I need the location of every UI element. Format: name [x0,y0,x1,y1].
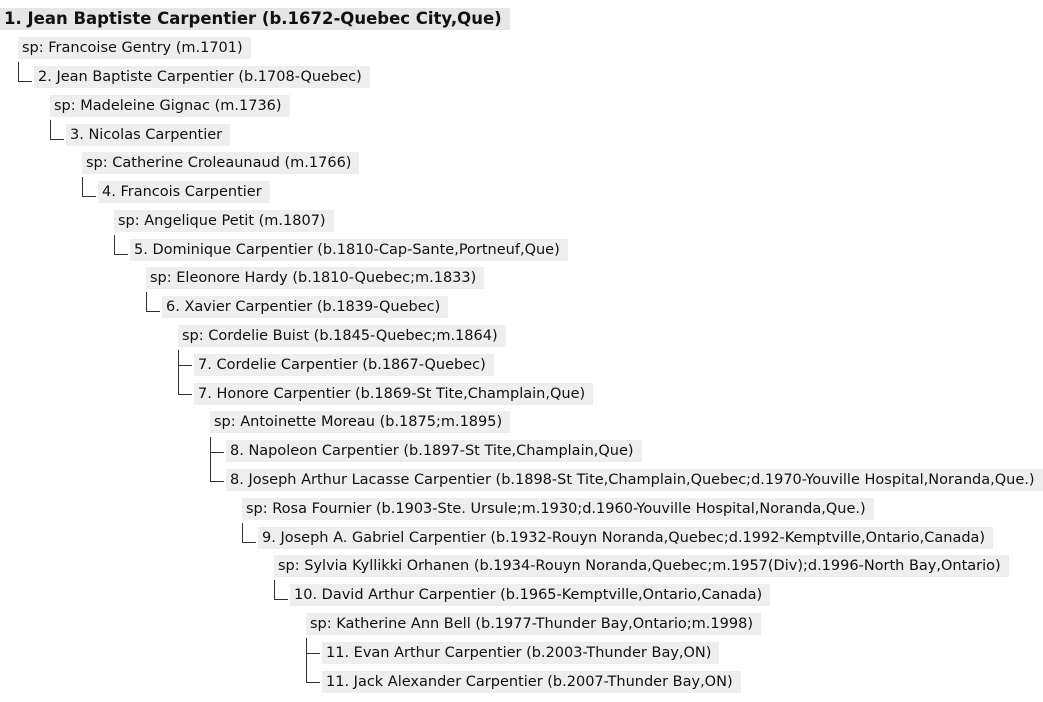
tree-connector [18,62,19,81]
spouse-entry: sp: Rosa Fournier (b.1903-Ste. Ursule;m.1930;d.1960-Youville Hospital,Noranda,Que.) [242,498,874,520]
spouse-entry: sp: Eleonore Hardy (b.1810-Quebec;m.1833) [146,267,484,289]
spouse-entry: sp: Madeleine Gignac (m.1736) [50,95,290,117]
tree-connector [242,542,256,543]
descendant-entry: 10. David Arthur Carpentier (b.1965-Kemptville,Ontario,Canada) [290,584,770,606]
descendant-entry: 2. Jean Baptiste Carpentier (b.1708-Quebec) [34,66,370,88]
tree-connector [210,437,211,481]
tree-connector [178,365,192,366]
tree-connector [210,481,224,482]
spouse-entry: sp: Cordelie Buist (b.1845-Quebec;m.1864) [178,325,506,347]
spouse-entry: sp: Sylvia Kyllikki Orhanen (b.1934-Rouyn Noranda,Quebec;m.1957(Div);d.1996-North Bay,Ontario) [274,555,1009,577]
spouse-entry: sp: Catherine Croleaunaud (m.1766) [82,152,359,174]
spouse-entry: sp: Angelique Petit (m.1807) [114,210,334,232]
descendant-entry: 8. Joseph Arthur Lacasse Carpentier (b.1898-St Tite,Champlain,Quebec;d.1970-Youville Hospital,Noranda,Que.) [226,469,1043,491]
tree-connector [306,682,320,683]
tree-connector [82,196,96,197]
descendant-entry: 11. Evan Arthur Carpentier (b.2003-Thunder Bay,ON) [322,642,719,664]
tree-connector [146,311,160,312]
tree-connector [114,254,128,255]
tree-connector [114,235,115,254]
descendant-entry: 3. Nicolas Carpentier [66,124,230,146]
tree-connector [306,653,320,654]
descendant-entry: 11. Jack Alexander Carpentier (b.2007-Thunder Bay,ON) [322,671,741,693]
tree-connector [18,81,32,82]
tree-connector [274,599,288,600]
tree-connector [146,292,147,311]
root-person: 1. Jean Baptiste Carpentier (b.1672-Quebec City,Que) [0,8,510,30]
tree-connector [178,350,179,394]
tree-connector [274,580,275,599]
tree-connector [242,523,243,542]
descendant-entry: 7. Honore Carpentier (b.1869-St Tite,Champlain,Que) [194,383,593,405]
spouse-entry: sp: Katherine Ann Bell (b.1977-Thunder Bay,Ontario;m.1998) [306,613,761,635]
tree-connector [50,120,51,139]
tree-connector [306,638,307,682]
tree-connector [210,452,224,453]
descendant-entry: 4. Francois Carpentier [98,181,270,203]
tree-connector [82,177,83,196]
tree-connector [50,139,64,140]
spouse-entry: sp: Antoinette Moreau (b.1875;m.1895) [210,411,510,433]
descendant-entry: 9. Joseph A. Gabriel Carpentier (b.1932-Rouyn Noranda,Quebec;d.1992-Kemptville,Ontario,Canada) [258,527,993,549]
descendant-entry: 7. Cordelie Carpentier (b.1867-Quebec) [194,354,494,376]
descendant-entry: 5. Dominique Carpentier (b.1810-Cap-Sante,Portneuf,Que) [130,239,568,261]
descendant-entry: 8. Napoleon Carpentier (b.1897-St Tite,Champlain,Que) [226,440,642,462]
tree-connector [178,394,192,395]
spouse-entry: sp: Francoise Gentry (m.1701) [18,37,251,59]
descendant-entry: 6. Xavier Carpentier (b.1839-Quebec) [162,296,448,318]
